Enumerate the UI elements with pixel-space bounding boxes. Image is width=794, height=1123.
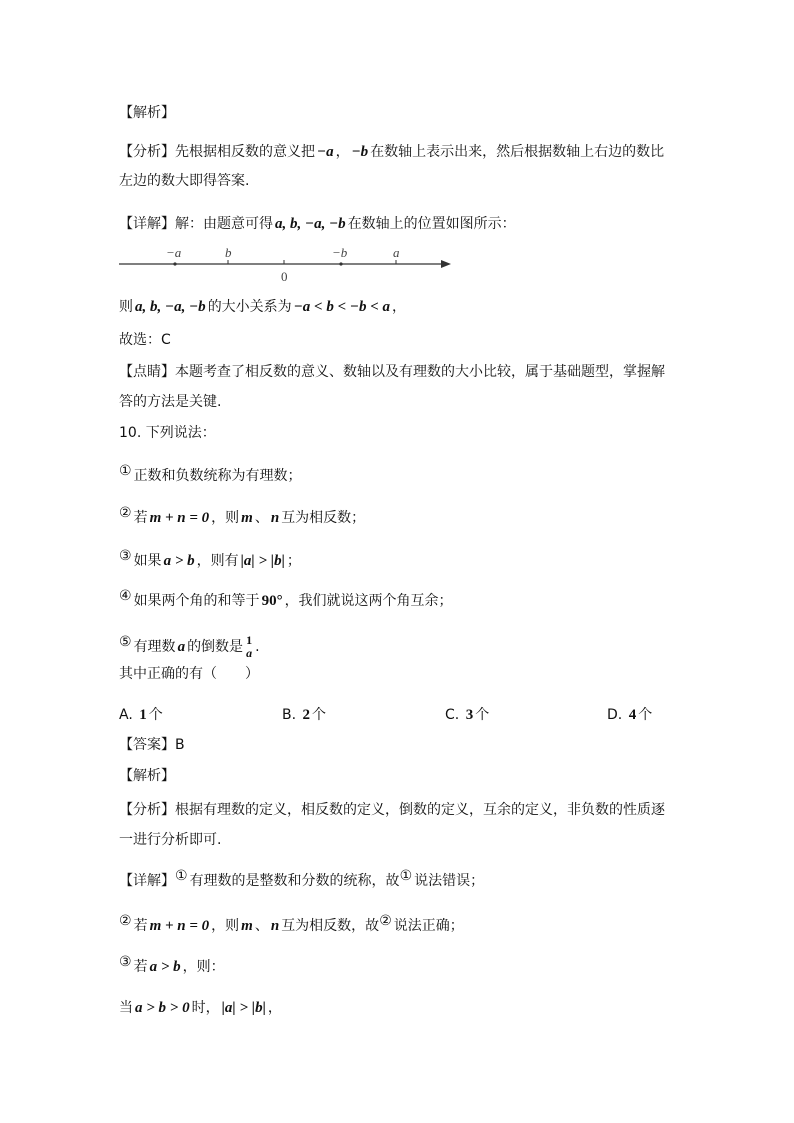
circled-number: ① (119, 463, 132, 479)
option-letter: A. (119, 707, 133, 723)
analysis-paragraph (119, 143, 664, 161)
text-segment: 10. 下列说法： (119, 425, 216, 441)
math-expression: −b (351, 144, 369, 160)
statement-1 (119, 463, 302, 485)
math-expression: n (270, 918, 280, 934)
label-neg-a: −a (166, 245, 182, 260)
math-expression: a > b (149, 959, 181, 975)
math-expression: m + n = 0 (149, 918, 210, 934)
option-value: 2 (302, 707, 311, 723)
option-letter: C. (445, 707, 460, 723)
comment-paragraph (119, 363, 665, 381)
option-unit: 个 (475, 707, 490, 723)
detail-case-1 (119, 999, 282, 1017)
circled-number: ① (175, 868, 188, 884)
math-expression: 90° (261, 593, 283, 609)
choice-line (119, 331, 171, 349)
option-value: 1 (139, 707, 147, 723)
text-segment: ， (267, 1000, 282, 1016)
label-neg-b: −b (332, 245, 348, 260)
math-expression: |a| > |b| (240, 553, 285, 569)
text-segment: 的大小关系为 (207, 299, 292, 315)
text-segment: 【点睛】本题考查了相反数的意义、数轴以及有理数的大小比较，属于基础题型，掌握解 (119, 364, 665, 380)
option-a (119, 704, 163, 724)
text-segment: 在数轴上表示出来，然后根据数轴上右边的数比 (370, 144, 665, 160)
text-segment: ，则： (182, 959, 225, 975)
detail-item-2 (119, 913, 464, 935)
math-expression: a, b, −a, −b (275, 216, 346, 232)
text-segment: 【答案】B (119, 737, 185, 753)
text-segment: 互为相反数； (281, 510, 366, 526)
math-expression: −a (317, 144, 334, 160)
text-segment: 有理数 (133, 639, 176, 655)
number-line-figure (119, 244, 459, 284)
detail-item-3 (119, 954, 225, 976)
math-expression: m (241, 918, 253, 934)
option-letter: D. (607, 707, 623, 723)
point-neg-b (339, 262, 342, 265)
option-unit: 个 (312, 707, 327, 723)
option-value: 3 (465, 707, 474, 723)
text-segment: 【解析】 (119, 105, 175, 121)
circled-number: ③ (119, 954, 132, 970)
text-segment: 在数轴上的位置如图所示： (347, 216, 516, 232)
question-10-title (119, 424, 216, 442)
comparison-result (119, 298, 406, 316)
text-segment: 【分析】根据有理数的定义，相反数的定义，倒数的定义，互余的定义，非负数的性质逐 (119, 802, 665, 818)
text-segment: ； (286, 553, 301, 569)
detail-paragraph (119, 215, 516, 233)
option-d (607, 704, 652, 724)
text-segment: 答的方法是关键. (119, 394, 222, 410)
math-expression: m + n = 0 (149, 510, 210, 526)
circled-number: ④ (119, 588, 132, 604)
text-segment: 有理数的是整数和分数的统称，故 (189, 873, 400, 889)
text-segment: 【详解】解：由题意可得 (119, 216, 273, 232)
statement-2 (119, 505, 366, 527)
option-letter: B. (282, 707, 297, 723)
text-segment: 当 (119, 1000, 133, 1016)
answer-line (119, 736, 185, 754)
question-prompt (119, 665, 259, 683)
text-segment: ，则有 (196, 553, 239, 569)
circled-number: ② (379, 913, 392, 929)
text-segment: 【分析】先根据相反数的意义把 (119, 144, 315, 160)
text-segment: 若 (133, 510, 148, 526)
circled-number: ⑤ (119, 634, 132, 650)
text-segment: 正数和负数统称为有理数； (133, 468, 302, 484)
math-expression: a, b, −a, −b (135, 299, 206, 315)
analysis-paragraph-cont (119, 172, 249, 190)
statement-5 (119, 634, 260, 660)
option-c (445, 704, 489, 724)
detail-item-1 (119, 868, 485, 890)
statement-3 (119, 548, 301, 570)
text-segment: . (255, 639, 260, 655)
text-segment: 、 (254, 918, 269, 934)
math-expression: m (241, 510, 253, 526)
fraction-denominator: a (246, 646, 253, 660)
text-segment: ， (392, 299, 407, 315)
fraction (246, 634, 252, 660)
analysis-paragraph-2-cont (119, 831, 221, 849)
text-segment: 一进行分析即可. (119, 832, 222, 848)
text-segment: 的倒数是 (187, 639, 244, 655)
point-neg-a (173, 262, 176, 265)
text-segment: 如果 (133, 553, 162, 569)
option-unit: 个 (638, 707, 653, 723)
text-segment: 其中正确的有（ ） (119, 666, 259, 682)
text-segment: 则 (119, 299, 133, 315)
circled-number: ② (119, 505, 132, 521)
section-heading-jiexi (119, 104, 175, 122)
option-b (282, 704, 326, 724)
label-b: b (225, 245, 232, 260)
text-segment: ， (335, 144, 350, 160)
comment-paragraph-cont (119, 393, 221, 411)
text-segment: 故选：C (119, 332, 171, 348)
text-segment: 、 (254, 510, 269, 526)
option-unit: 个 (148, 707, 163, 723)
text-segment: ，则 (211, 510, 240, 526)
text-segment: ，我们就说这两个角互余； (284, 593, 453, 609)
circled-number: ① (399, 868, 413, 884)
label-zero: 0 (281, 269, 288, 284)
text-segment: 若 (133, 959, 148, 975)
text-segment: 左边的数大即得答案. (119, 173, 250, 189)
circled-number: ③ (119, 548, 132, 564)
arrow-icon (441, 260, 451, 268)
text-segment: ，则 (211, 918, 240, 934)
text-segment: 互为相反数，故 (281, 918, 380, 934)
analysis-paragraph-2 (119, 801, 665, 819)
text-segment: 说法正确； (393, 918, 464, 934)
math-expression: −a < b < −b < a (293, 299, 391, 315)
math-expression: a > b > 0 (135, 1000, 190, 1016)
math-expression: a > b (163, 553, 195, 569)
text-segment: 时， (191, 1000, 220, 1016)
math-expression: a (177, 639, 186, 655)
section-heading-jiexi-2 (119, 767, 175, 785)
math-expression: n (270, 510, 280, 526)
label-a: a (393, 245, 400, 260)
statement-4 (119, 588, 453, 610)
text-segment: 若 (133, 918, 148, 934)
text-segment: 如果两个角的和等于 (133, 593, 260, 609)
text-segment: 说法错误； (414, 873, 485, 889)
option-value: 4 (628, 707, 637, 723)
math-expression: |a| > |b| (221, 1000, 266, 1016)
fraction-numerator: 1 (246, 633, 253, 647)
circled-number: ② (119, 913, 132, 929)
text-segment: 【解析】 (119, 768, 175, 784)
text-segment: 【详解】 (119, 873, 175, 889)
